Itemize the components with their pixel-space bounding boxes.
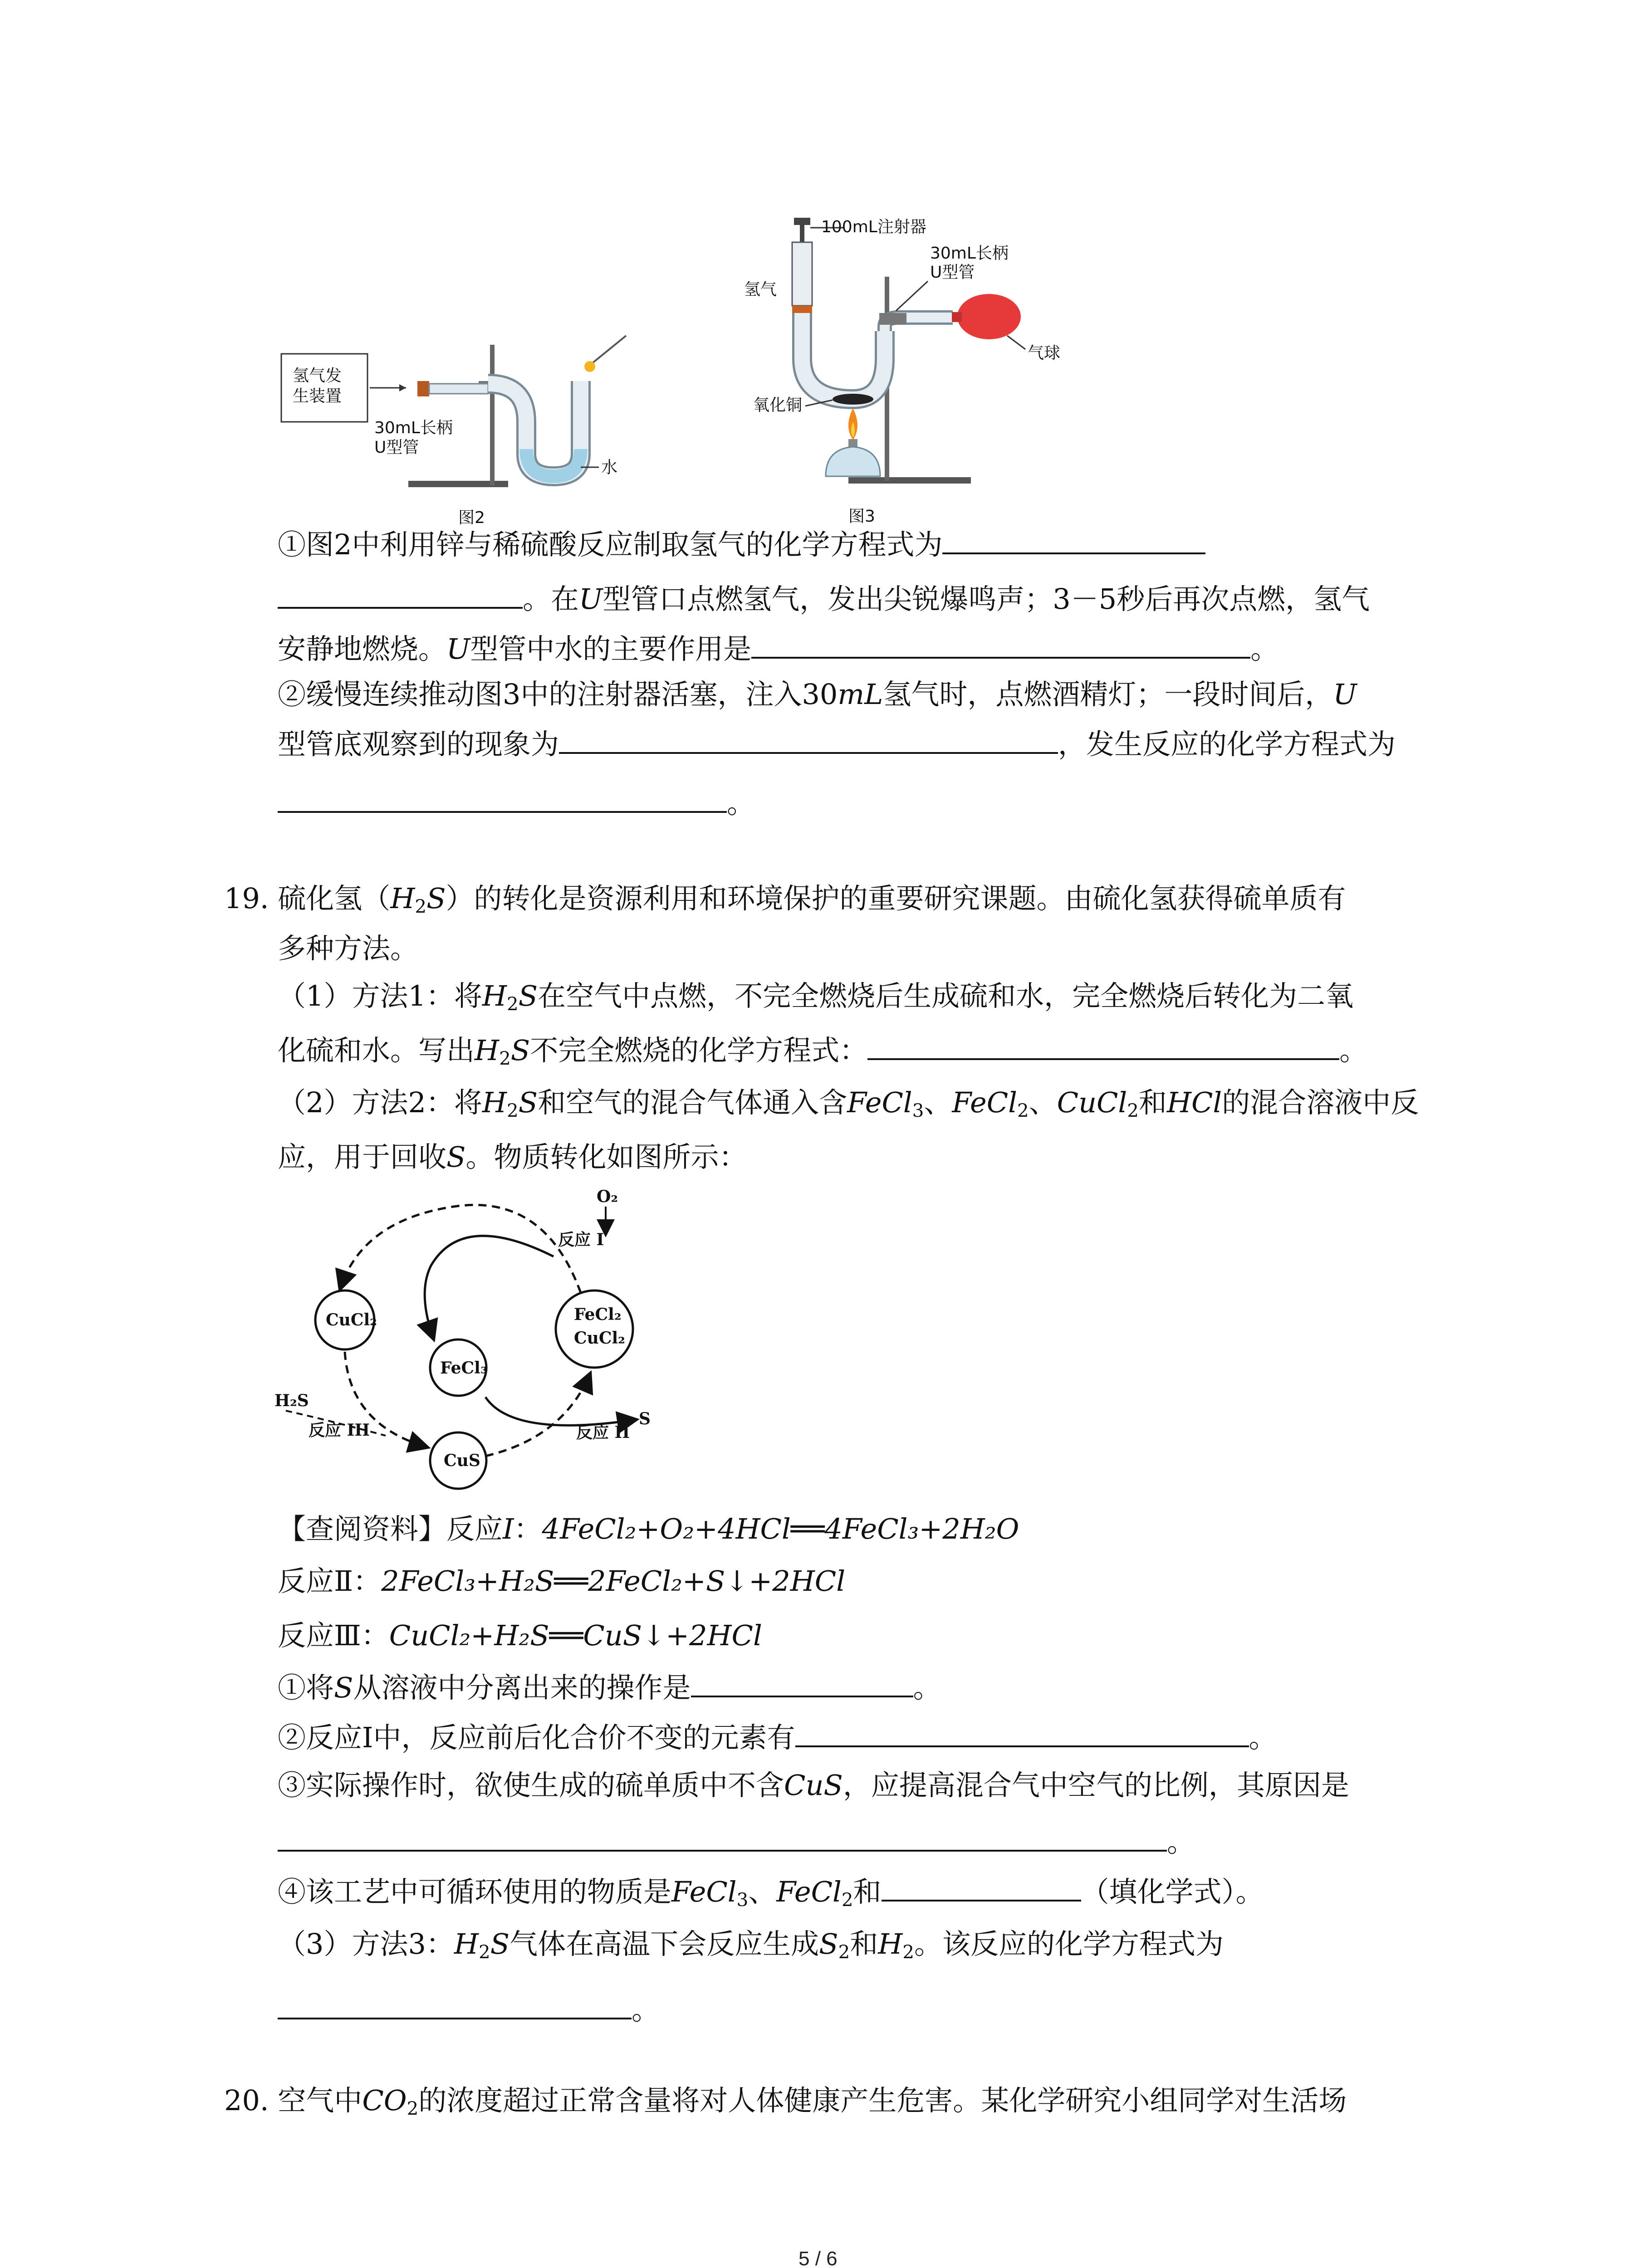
generator-label-2: 生装置 [293, 387, 342, 406]
answer-blank[interactable] [867, 1054, 1339, 1060]
q19-sub-4: ④该工艺中可循环使用的物质是FeCl$_3$、FeCl$_2$和 （填化学式）。 [278, 1875, 1264, 1911]
question-number: 20. [224, 2084, 269, 2117]
hydrogen-label: 氢气 [744, 280, 777, 299]
q19-part1-line-2: 化硫和水。写出$H_2S$不完全燃烧的化学方程式： 。 [278, 1034, 1368, 1070]
dashed-arc-right [485, 1374, 590, 1456]
figure-2 [272, 318, 662, 535]
answer-blank[interactable] [882, 1895, 1081, 1901]
figure-3-caption: 图3 [848, 507, 875, 526]
figure-3 [735, 209, 1098, 535]
q19-sub-3-answer: 。 [278, 1828, 1195, 1856]
q19-part2-line-2: 应，用于回收S。物质转化如图所示： [278, 1140, 747, 1173]
node-fecl3-label: FeCl₃ [440, 1359, 488, 1378]
q20-line-1: 20. 空气中$CO_2$的浓度超过正常含量将对人体健康产生危害。某化学研究小组同学对生活场 [224, 2084, 1347, 2120]
node-cus-label: CuS [444, 1451, 480, 1470]
s-label: S [639, 1409, 651, 1428]
node-cucl2-label: CuCl₂ [326, 1310, 377, 1330]
q19-part2-line-1: （2）方法2：将$H_2S$和空气的混合气体通入含FeCl$_3$、FeCl$_2$、CuCl$_2$和HCl的混合溶液中反 [278, 1086, 1419, 1122]
reaction-3-label: 反应 III [309, 1421, 370, 1440]
solid-arrow-to-s [485, 1397, 635, 1425]
h2s-label: H₂S [274, 1391, 309, 1410]
reference-reaction-1: 【查阅资料】反应I：4FeCl₂+O₂+4HCl══4FeCl₃+2H₂O [278, 1512, 1019, 1545]
q19-part3-line-1: （3）方法3：$H_2S$气体在高温下会反应生成$S_2$和$H_2$。该反应的化学方程式为 [278, 1927, 1224, 1963]
q18-line-1: ①图2中利用锌与稀硫酸反应制取氢气的化学方程式为 [278, 531, 1205, 559]
utube-label-1: 30mL长柄 [374, 419, 453, 437]
o2-label: O₂ [597, 1187, 618, 1206]
page-number: 5 / 6 [798, 2248, 838, 2268]
q19-sub-3: ③实际操作时，欲使生成的硫单质中不含CuS，应提高混合气中空气的比例，其原因是 [278, 1769, 1349, 1802]
syringe-label: 100mL注射器 [821, 218, 926, 236]
answer-blank[interactable] [751, 652, 1250, 659]
utube-label-1: 30mL长柄 [930, 244, 1009, 263]
reference-reaction-3: 反应Ⅲ：CuCl₂+H₂S══CuS↓+2HCl [278, 1619, 762, 1652]
answer-blank[interactable] [559, 748, 1058, 754]
answer-blank[interactable] [691, 1691, 913, 1697]
node-cucl2b-label: CuCl₂ [574, 1329, 625, 1348]
answer-blank[interactable] [795, 1741, 1249, 1747]
reaction-2-label: 反应 II [576, 1423, 630, 1442]
q18-line-4: ②缓慢连续推动图3中的注射器活塞，注入30mL氢气时，点燃酒精灯；一段时间后，U [278, 678, 1357, 711]
utube-label-2: U型管 [930, 263, 975, 282]
q18-line-2: 。在U型管口点燃氢气，发出尖锐爆鸣声；3－5秒后再次点燃，氢气 [278, 585, 1370, 613]
figure-2-caption: 图2 [458, 508, 485, 527]
answer-blank[interactable] [942, 548, 1205, 554]
q19-line-1: 19. 硫化氢$(H_2S)$的转化是资源利用和环境保护的重要研究课题。由硫化氢获得硫单质有 [224, 882, 1346, 918]
q19-sub-1: ①将S从溶液中分离出来的操作是 。 [278, 1671, 941, 1704]
q19-part1-line-1: （1）方法1：将$H_2S$在空气中点燃，不完全燃烧后生成硫和水，完全燃烧后转化为二氧 [278, 979, 1354, 1015]
q18-line-5: 型管底观察到的现象为 ，发生反应的化学方程式为 [278, 728, 1396, 761]
cycle-diagram [272, 1184, 662, 1510]
reference-reaction-2: 反应Ⅱ：2FeCl₃+H₂S══2FeCl₂+S↓+2HCl [278, 1564, 846, 1598]
generator-label-1: 氢气发 [293, 367, 342, 385]
water-label: 水 [601, 458, 618, 477]
cuo-label: 氧化铜 [753, 396, 803, 415]
solid-arc-to-fecl3 [425, 1236, 554, 1338]
balloon-label: 气球 [1028, 344, 1061, 362]
q19-sub-2: ②反应Ⅰ中，反应前后化合价不变的元素有 。 [278, 1721, 1277, 1754]
answer-blank[interactable] [278, 602, 523, 609]
q18-line-6: 。 [278, 789, 755, 817]
answer-blank[interactable] [278, 2013, 632, 2019]
answer-blank[interactable] [278, 1845, 1167, 1852]
utube-label-2: U型管 [374, 438, 419, 457]
answer-blank[interactable] [278, 807, 727, 813]
question-number: 19. [224, 882, 269, 915]
dashed-arc-top [340, 1205, 581, 1293]
reaction-1-label: 反应 I [558, 1230, 604, 1249]
node-fecl2-label: FeCl₂ [574, 1305, 622, 1324]
q18-line-3: 安静地燃烧。U型管中水的主要作用是 。 [278, 632, 1279, 665]
q19-part3-line-2: 。 [278, 1996, 660, 2024]
q19-line-2: 多种方法。 [278, 932, 419, 965]
